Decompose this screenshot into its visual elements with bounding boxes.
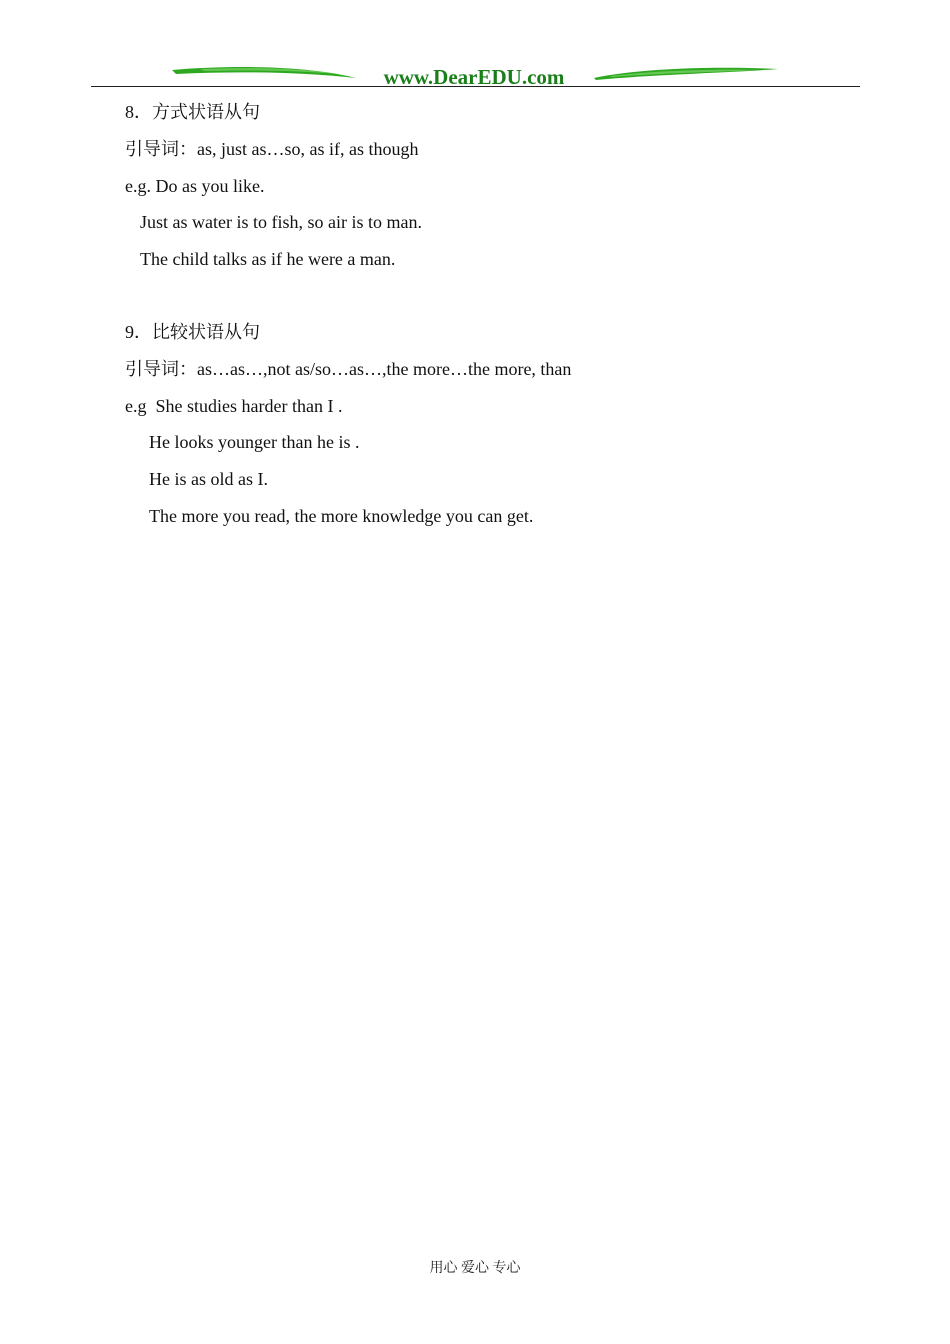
- right-swoosh-icon: [594, 68, 778, 80]
- section-8-intro: 引导词：as, just as…so, as if, as though: [125, 139, 419, 159]
- section-9-example-4: The more you read, the more knowledge you can get.: [149, 506, 534, 526]
- section-9-title: 9．比较状语从句: [125, 322, 260, 342]
- header-banner: [0, 60, 950, 94]
- section-8-title: 8．方式状语从句: [125, 102, 260, 122]
- site-logo-text: www.DearEDU.com: [383, 65, 565, 89]
- section-9-intro: 引导词：as…as…,not as/so…as…,the more…the more, than: [125, 359, 572, 379]
- header-rule: [91, 86, 860, 87]
- section-8-example-2: Just as water is to fish, so air is to man.: [140, 212, 422, 232]
- section-9-example-1: e.g She studies harder than I .: [125, 396, 343, 416]
- section-8-example-1: e.g. Do as you like.: [125, 176, 265, 196]
- page-footer: 用心 爱心 专心: [429, 1261, 521, 1276]
- section-8-example-3: The child talks as if he were a man.: [140, 249, 396, 269]
- banner-graphic: [0, 60, 950, 94]
- section-9-example-3: He is as old as I.: [149, 469, 268, 489]
- section-9-example-2: He looks younger than he is .: [149, 432, 360, 452]
